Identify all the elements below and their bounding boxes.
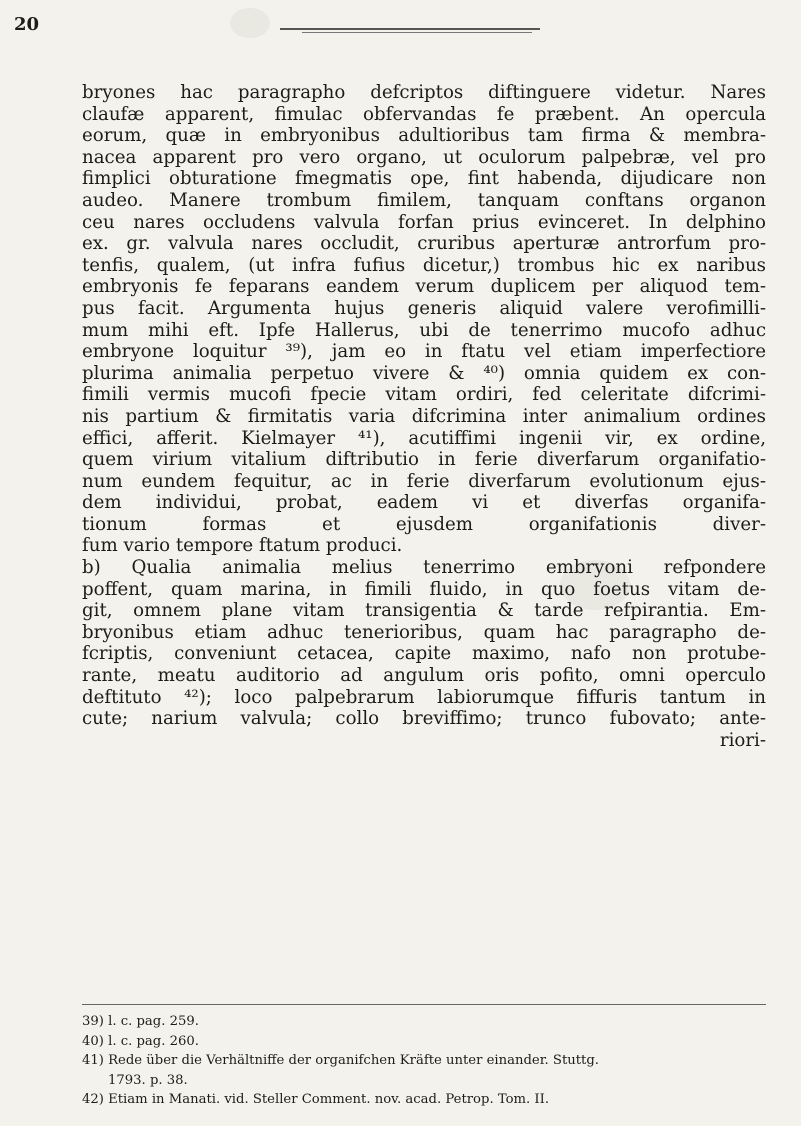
text-line: fimili vermis mucofi fpecie vitam ordiri, fed celeritate difcrimi-: [82, 384, 766, 406]
text-line: git, omnem plane vitam transigentia & tarde refpirantia. Em-: [82, 600, 766, 622]
text-line: nis partium & firmitatis varia difcrimina inter animalium ordines: [82, 405, 766, 427]
page-number: 20: [14, 14, 40, 35]
text-line: pus facit. Argumenta hujus generis aliquid valere verofimilli-: [82, 297, 766, 319]
text-line: rante, meatu auditorio ad angulum oris pofito, omni operculo: [82, 665, 766, 687]
text-line: embryonis fe feparans eandem verum duplicem per aliquod tem-: [82, 276, 766, 298]
text-line: plurima animalia perpetuo vivere & ⁴⁰) omnia quidem ex con-: [82, 362, 766, 384]
footnote: 39) l. c. pag. 259.: [82, 1014, 199, 1029]
footnote: 40) l. c. pag. 260.: [82, 1033, 199, 1049]
text-line: effici, afferit. Kielmayer ⁴¹), acutiffimi ingenii vir, ex ordine,: [82, 427, 766, 449]
text-line: bryonibus etiam adhuc tenerioribus, quam hac paragrapho de-: [82, 621, 766, 643]
text-line: cute; narium valvula; collo breviffimo; trunco fubovato; ante-: [82, 708, 766, 730]
text-line: num eundem fequitur, ac in ferie diverfarum evolutionum ejus-: [82, 470, 766, 492]
text-line: claufæ apparent, fimulac obfervandas fe præbent. An opercula: [82, 103, 766, 125]
text-line: audeo. Manere trombum fimilem, tanquam conftans organon: [82, 189, 766, 211]
text-line: embryone loquitur ³⁹), jam eo in ftatu vel etiam imperfectiore: [82, 341, 766, 363]
text-line: b) Qualia animalia melius tenerrimo embryoni refpondere: [82, 557, 766, 579]
header-rule-secondary: [302, 32, 532, 33]
footnote: 1793. p. 38.: [108, 1072, 188, 1088]
text-line: tionum formas et ejusdem organifationis diver-: [82, 513, 766, 535]
text-line: deftituto ⁴²); loco palpebrarum labiorumque fiffuris tantum in: [82, 686, 766, 708]
text-line: eorum, quæ in embryonibus adultioribus tam firma & membra-: [82, 125, 766, 147]
text-line: ceu nares occludens valvula forfan prius evinceret. In delphino: [82, 211, 766, 233]
page-header: [14, 14, 774, 44]
footnote-divider: [82, 1004, 766, 1005]
footnotes: [82, 1012, 766, 1110]
footnote: 41) Rede über die Verhältniffe der organifchen Kräfte unter einander. Stuttg.: [82, 1053, 599, 1069]
text-line: tenfis, qualem, (ut infra fufius dicetur,) trombus hic ex naribus: [82, 254, 766, 276]
text-line: quem virium vitalium diftributio in ferie diverfarum organifatio-: [82, 449, 766, 471]
text-line: fum vario tempore ftatum produci.: [82, 535, 403, 557]
text-line: fcriptis, conveniunt cetacea, capite maximo, nafo non protube-: [82, 643, 766, 665]
header-rule: [280, 28, 540, 30]
text-line: riori-: [719, 729, 766, 751]
text-line: poffent, quam marina, in fimili fluido, in quo foetus vitam de-: [82, 578, 766, 600]
text-line: dem individui, probat, eadem vi et diverfas organifa-: [82, 492, 766, 514]
body-text: [82, 82, 766, 751]
text-line: mum mihi eft. Ipfe Hallerus, ubi de tenerrimo mucofo adhuc: [82, 319, 766, 341]
text-line: bryones hac paragrapho defcriptos diftinguere videtur. Nares: [82, 82, 766, 103]
footnote: 42) Etiam in Manati. vid. Steller Comment. nov. acad. Petrop. Tom. II.: [82, 1092, 550, 1108]
text-line: nacea apparent pro vero organo, ut oculorum palpebræ, vel pro: [82, 146, 766, 168]
text-line: ex. gr. valvula nares occludit, cruribus aperturæ antrorfum pro-: [82, 233, 766, 255]
text-line: fimplici obturatione fmegmatis ope, fint habenda, dijudicare non: [82, 168, 766, 190]
